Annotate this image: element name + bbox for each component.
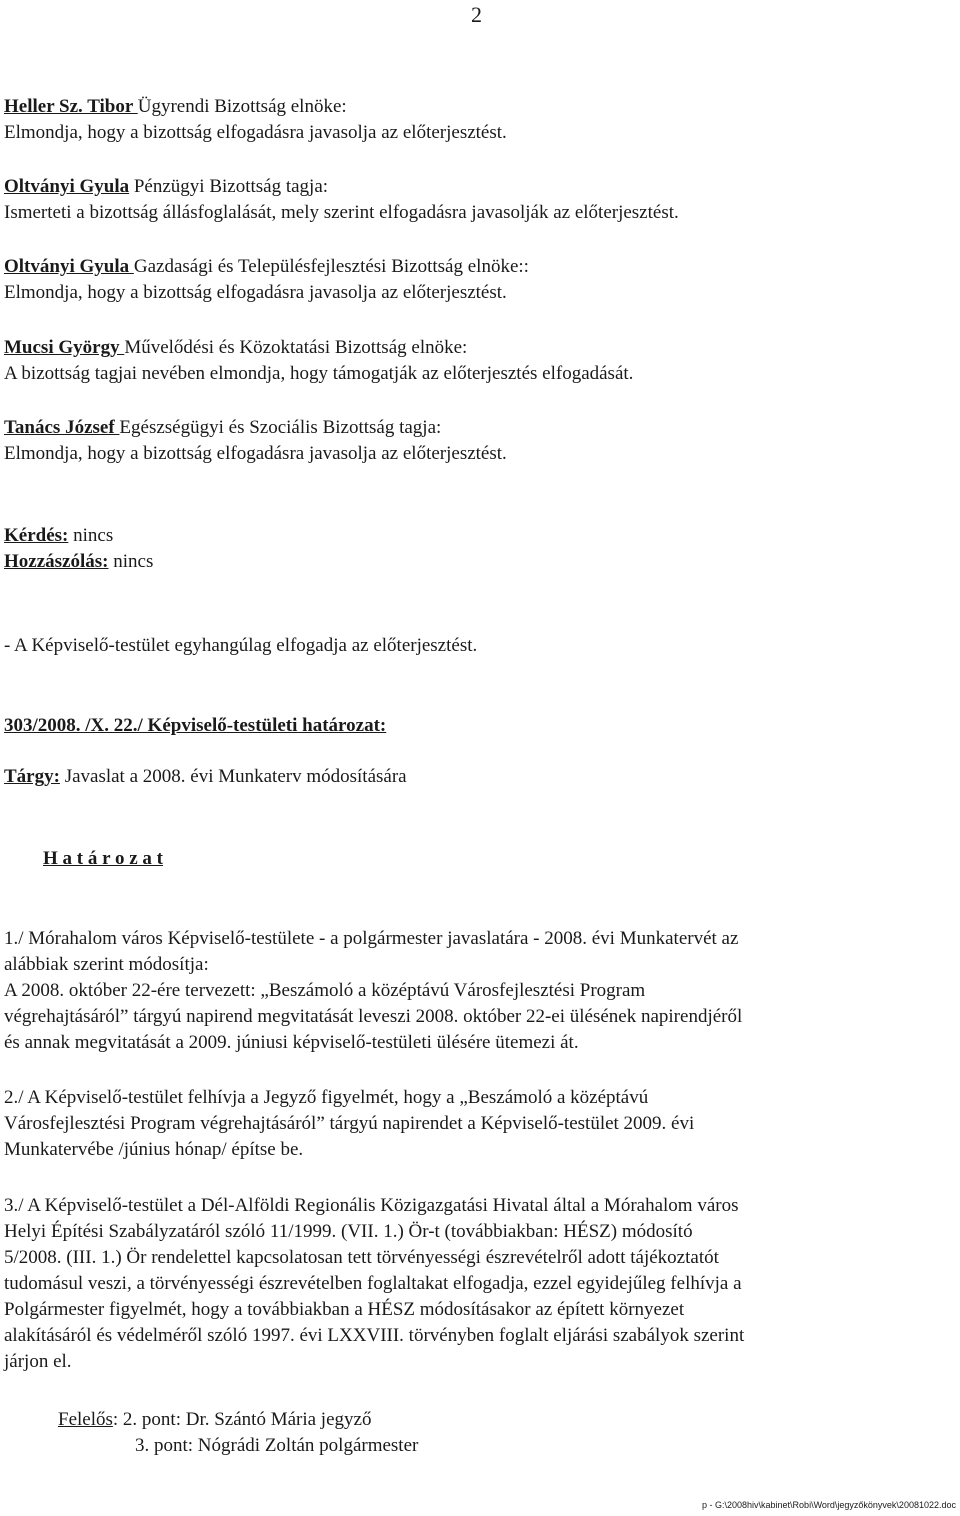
statement-5 (4, 415, 956, 467)
subject-value: Javaslat a 2008. évi Munkaterv módosítására (59, 766, 407, 787)
statement-3 (4, 254, 956, 306)
comments-value: nincs (108, 551, 154, 572)
statement-2 (4, 174, 956, 226)
point-line: járjon el. (4, 1351, 72, 1372)
speaker-name: Heller Sz. Tibor (4, 96, 138, 117)
point-line: alábbiak szerint módosítja: (4, 954, 209, 975)
footer-file-path: p - G:\2008hiv\kabinet\Robi\Word\jegyzőkönyvek\20081022.doc (702, 1500, 956, 1510)
page-number: 2 (471, 2, 482, 27)
speaker-name: Tanács József (4, 417, 120, 438)
subject-label: Tárgy: (4, 766, 60, 787)
point-line: 3./ A Képviselő-testület a Dél-Alföldi Regionális Közigazgatási Hivatal által a Mórahalom város (4, 1195, 739, 1216)
point-line: A 2008. október 22-ére tervezett: „Beszámoló a középtávú Városfejlesztési Program (4, 980, 646, 1001)
speaker-role: Ügyrendi Bizottság elnöke: (137, 96, 347, 117)
point-line: Munkatervébe /június hónap/ építse be. (4, 1139, 304, 1160)
resolution-heading-text: H a t á r o z a t (43, 848, 163, 869)
speaker-role: Gazdasági és Településfejlesztési Bizottság elnöke:: (133, 256, 529, 277)
resolution-point-3 (4, 1193, 956, 1375)
statement-text: Elmondja, hogy a bizottság elfogadásra javasolja az előterjesztést. (4, 443, 507, 464)
point-line: tudomásul veszi, a törvényességi észrevételben foglaltakat elfogadja, ezzel egyidejűleg felhívja a (4, 1273, 742, 1294)
speaker-role: Egészségügyi és Szociális Bizottság tagja: (119, 417, 442, 438)
point-line: 1./ Mórahalom város Képviselő-testülete - a polgármester javaslatára - 2008. évi Munkatervét az (4, 928, 739, 949)
questions-comments (4, 523, 956, 575)
point-line: Városfejlesztési Program végrehajtásáról” tárgyú napirendet a Képviselő-testület 2009. évi (4, 1113, 695, 1134)
responsible (58, 1407, 938, 1459)
point-line: Polgármester figyelmét, hogy a továbbiakban a HÉSZ módosításakor az épített környezet (4, 1299, 685, 1320)
point-line: végrehajtásáról” tárgyú napirend megvitatását leveszi 2008. október 22-ei ülésének napirendjéről (4, 1006, 743, 1027)
statement-text: Ismerteti a bizottság állásfoglalását, mely szerint elfogadásra javasolják az előterjesztést. (4, 202, 679, 223)
vote-result-text: - A Képviselő-testület egyhangúlag elfogadja az előterjesztést. (4, 635, 478, 656)
point-line: alakításáról és védelméről szóló 1997. évi LXXVIII. törvényben foglalt eljárási szabályok szerint (4, 1325, 745, 1346)
responsible-line-1: : 2. pont: Dr. Szántó Mária jegyző (112, 1409, 372, 1430)
subject (4, 764, 956, 790)
resolution-number (4, 713, 956, 739)
statement-text: A bizottság tagjai nevében elmondja, hogy támogatják az előterjesztés elfogadását. (4, 363, 634, 384)
responsible-line-2: 3. pont: Nógrádi Zoltán polgármester (135, 1435, 419, 1456)
speaker-name: Oltványi Gyula (4, 256, 134, 277)
statement-text: Elmondja, hogy a bizottság elfogadásra javasolja az előterjesztést. (4, 282, 507, 303)
comments-label: Hozzászólás: (4, 551, 109, 572)
responsible-label: Felelős (58, 1409, 113, 1430)
questions-label: Kérdés: (4, 525, 69, 546)
point-line: Helyi Építési Szabályzatáról szóló 11/1999. (VII. 1.) Ör-t (továbbiakban: HÉSZ) módosító (4, 1221, 693, 1242)
resolution-point-1 (4, 926, 956, 1056)
speaker-name: Oltványi Gyula (4, 176, 130, 197)
statement-1 (4, 94, 956, 146)
resolution-heading (43, 846, 443, 872)
speaker-role: Művelődési és Közoktatási Bizottság elnöke: (124, 337, 468, 358)
vote-result (4, 633, 956, 659)
speaker-role: Pénzügyi Bizottság tagja: (129, 176, 329, 197)
resolution-number-text: 303/2008. /X. 22./ Képviselő-testületi határozat: (4, 715, 387, 736)
point-line: és annak megvitatását a 2009. júniusi képviselő-testületi ülésére ütemezi át. (4, 1032, 579, 1053)
point-line: 5/2008. (III. 1.) Ör rendelettel kapcsolatosan tett törvényességi észrevételről adott tájékoztatót (4, 1247, 719, 1268)
statement-4 (4, 335, 956, 387)
statement-text: Elmondja, hogy a bizottság elfogadásra javasolja az előterjesztést. (4, 122, 507, 143)
point-line: 2./ A Képviselő-testület felhívja a Jegyző figyelmét, hogy a „Beszámoló a középtávú (4, 1087, 649, 1108)
questions-value: nincs (68, 525, 114, 546)
resolution-point-2 (4, 1085, 956, 1163)
speaker-name: Mucsi György (4, 337, 125, 358)
